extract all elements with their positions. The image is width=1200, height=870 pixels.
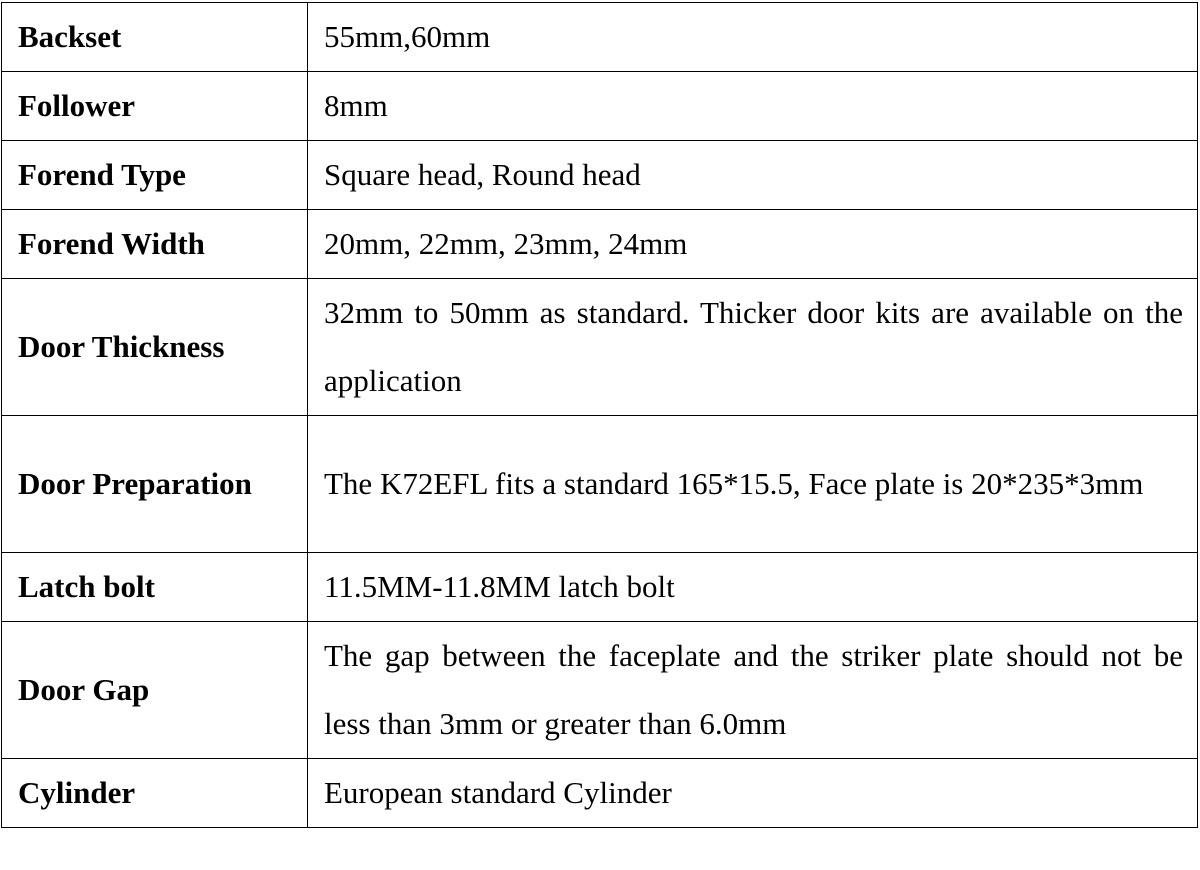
table-row bbox=[2, 141, 1198, 210]
row-value: 8mm bbox=[308, 72, 1198, 141]
row-label: Forend Type bbox=[2, 141, 308, 210]
table-row bbox=[2, 553, 1198, 622]
table-row bbox=[2, 3, 1198, 72]
row-label: Forend Width bbox=[2, 210, 308, 279]
table-row bbox=[2, 210, 1198, 279]
table-row bbox=[2, 279, 1198, 416]
row-label: Door Preparation bbox=[2, 416, 308, 553]
row-value: European standard Cylinder bbox=[308, 759, 1198, 828]
table-row bbox=[2, 759, 1198, 828]
specification-table bbox=[1, 2, 1198, 828]
row-label: Follower bbox=[2, 72, 308, 141]
row-value: The gap between the faceplate and the striker plate should not be less than 3mm or greater than 6.0mm bbox=[308, 622, 1198, 759]
row-label: Door Gap bbox=[2, 622, 308, 759]
row-label: Cylinder bbox=[2, 759, 308, 828]
row-value: 11.5MM-11.8MM latch bolt bbox=[308, 553, 1198, 622]
row-value: 32mm to 50mm as standard. Thicker door kits are available on the application bbox=[308, 279, 1198, 416]
row-value: 55mm,60mm bbox=[308, 3, 1198, 72]
table-row bbox=[2, 72, 1198, 141]
row-value: The K72EFL fits a standard 165*15.5, Face plate is 20*235*3mm bbox=[308, 416, 1198, 553]
row-label: Door Thickness bbox=[2, 279, 308, 416]
table-row bbox=[2, 622, 1198, 759]
row-label: Backset bbox=[2, 3, 308, 72]
row-value: 20mm, 22mm, 23mm, 24mm bbox=[308, 210, 1198, 279]
row-label: Latch bolt bbox=[2, 553, 308, 622]
row-value: Square head, Round head bbox=[308, 141, 1198, 210]
table-row bbox=[2, 416, 1198, 553]
